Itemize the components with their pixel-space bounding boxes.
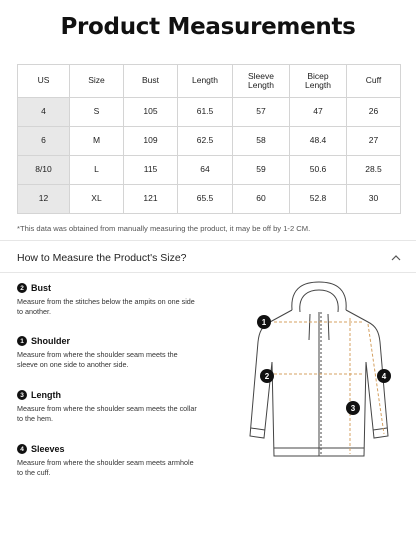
table-cell: 6	[18, 127, 70, 156]
table-header-row	[18, 65, 401, 98]
table-cell: 60	[233, 185, 290, 214]
diagram-marker-3	[346, 401, 360, 415]
step-length	[17, 390, 197, 423]
table-cell: M	[70, 127, 124, 156]
step-description: Measure from where the shoulder seam meets the sleeve on one side to another side.	[17, 350, 178, 369]
step-description: Measure from the stitches below the ampits on one side to another.	[17, 297, 195, 316]
table-row	[18, 98, 401, 127]
divider	[0, 272, 416, 273]
table-cell: 4	[18, 98, 70, 127]
table-cell: 62.5	[178, 127, 233, 156]
number-badge-icon: 3	[17, 390, 27, 400]
table-cell: 61.5	[178, 98, 233, 127]
table-cell: 65.5	[178, 185, 233, 214]
number-badge-icon: 4	[17, 444, 27, 454]
table-cell: 26	[347, 98, 401, 127]
step-shoulder	[17, 336, 197, 369]
table-cell: 52.8	[290, 185, 347, 214]
measurement-table	[17, 64, 401, 214]
table-cell: 109	[124, 127, 178, 156]
diagram-marker-1	[257, 315, 271, 329]
table-cell: 30	[347, 185, 401, 214]
table-cell: 48.4	[290, 127, 347, 156]
table-row	[18, 156, 401, 185]
svg-text:3: 3	[350, 404, 356, 413]
column-header: Sleeve Length	[233, 65, 290, 98]
column-header: Length	[178, 65, 233, 98]
step-label: Bust	[31, 283, 51, 293]
table-row	[18, 185, 401, 214]
divider	[0, 240, 416, 241]
measurement-note: *This data was obtained from manually measuring the product, it may be off by 1-2 CM.	[17, 224, 311, 233]
step-label: Length	[31, 390, 61, 400]
table-cell: L	[70, 156, 124, 185]
table-cell: 27	[347, 127, 401, 156]
column-header: Bicep Length	[290, 65, 347, 98]
page-title: Product Measurements	[60, 14, 356, 40]
table-cell: S	[70, 98, 124, 127]
column-header: US	[18, 65, 70, 98]
diagram-marker-2	[260, 369, 274, 383]
step-label: Sleeves	[31, 444, 65, 454]
table-cell: 12	[18, 185, 70, 214]
table-cell: 57	[233, 98, 290, 127]
step-label: Shoulder	[31, 336, 71, 346]
svg-text:4: 4	[381, 372, 387, 381]
number-badge-icon: 1	[17, 336, 27, 346]
step-description: Measure from where the shoulder seam meets the collar to the hem.	[17, 404, 197, 423]
table-row	[18, 127, 401, 156]
step-description: Measure from where the shoulder seam meets armhole to the cuff.	[17, 458, 194, 477]
svg-text:2: 2	[264, 372, 270, 381]
step-sleeves	[17, 444, 197, 477]
table-cell: 115	[124, 156, 178, 185]
column-header: Size	[70, 65, 124, 98]
svg-text:1: 1	[261, 318, 267, 327]
table-cell: 121	[124, 185, 178, 214]
table-cell: XL	[70, 185, 124, 214]
table-cell: 47	[290, 98, 347, 127]
diagram-marker-4	[377, 369, 391, 383]
table-cell: 105	[124, 98, 178, 127]
table-cell: 8/10	[18, 156, 70, 185]
hoodie-diagram	[234, 278, 404, 468]
number-badge-icon: 2	[17, 283, 27, 293]
table-cell: 58	[233, 127, 290, 156]
step-bust	[17, 283, 197, 316]
column-header: Cuff	[347, 65, 401, 98]
table-cell: 50.6	[290, 156, 347, 185]
chevron-up-icon[interactable]	[390, 252, 402, 264]
table-cell: 64	[178, 156, 233, 185]
howto-title: How to Measure the Product's Size?	[17, 252, 187, 264]
table-cell: 28.5	[347, 156, 401, 185]
column-header: Bust	[124, 65, 178, 98]
table-cell: 59	[233, 156, 290, 185]
